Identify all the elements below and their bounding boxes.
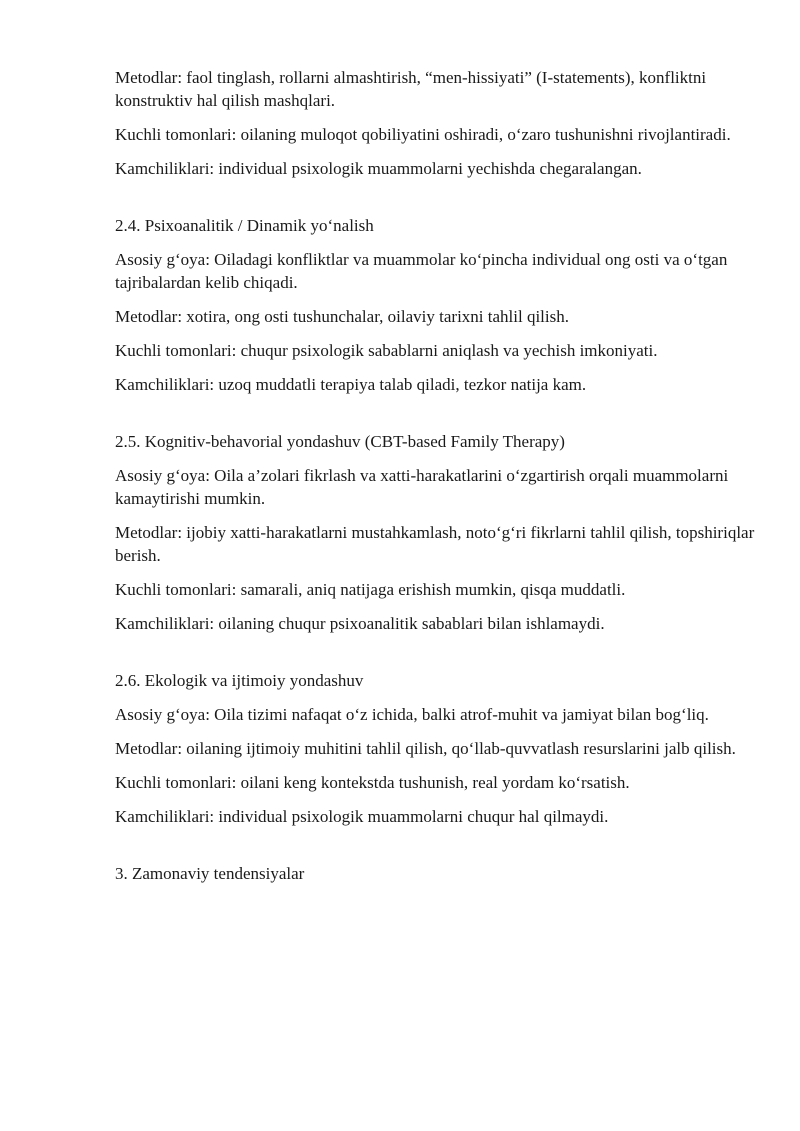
- paragraph-weaknesses: Kamchiliklari: oilaning chuqur psixoanalitik sabablari bilan ishlamaydi.: [115, 614, 605, 633]
- paragraph-main-idea: Asosiy g‘oya: Oila tizimi nafaqat o‘z ichida, balki atrof-muhit va jamiyat bilan bog‘liq.: [115, 705, 709, 724]
- paragraph-weaknesses: Kamchiliklari: individual psixologik muammolarni yechishda chegaralangan.: [115, 159, 642, 178]
- section-gap: [115, 839, 755, 862]
- paragraph-main-idea: Asosiy g‘oya: Oiladagi konfliktlar va muammolar ko‘pincha individual ong osti va o‘tgan tajribalardan kelib chiqadi.: [115, 250, 728, 292]
- section-gap: [115, 407, 755, 430]
- paragraph-weaknesses: Kamchiliklari: uzoq muddatli terapiya talab qiladi, tezkor natija kam.: [115, 375, 587, 394]
- section-gap: [115, 646, 755, 669]
- paragraph-strengths: Kuchli tomonlari: samarali, aniq natijaga erishish mumkin, qisqa muddatli.: [115, 580, 626, 599]
- section-heading-2-6: 2.6. Ekologik va ijtimoiy yondashuv: [115, 671, 364, 690]
- paragraph-methods: Metodlar: faol tinglash, rollarni almashtirish, “men-hissiyati” (I-statements), konfliktni konstruktiv hal qilish mashqlari.: [115, 68, 707, 110]
- paragraph-methods: Metodlar: oilaning ijtimoiy muhitini tahlil qilish, qo‘llab-quvvatlash resurslarini jalb qilish.: [115, 739, 736, 758]
- paragraph-strengths: Kuchli tomonlari: chuqur psixologik sabablarni aniqlash va yechish imkoniyati.: [115, 341, 658, 360]
- section-gap: [115, 191, 755, 214]
- paragraph-methods: Metodlar: ijobiy xatti-harakatlarni mustahkamlash, noto‘g‘ri fikrlarni tahlil qilish, topshiriqlar berish.: [115, 523, 755, 565]
- paragraph-strengths: Kuchli tomonlari: oilaning muloqot qobiliyatini oshiradi, o‘zaro tushunishni rivojlantiradi.: [115, 125, 731, 144]
- section-heading-2-5: 2.5. Kognitiv-behavorial yondashuv (CBT-based Family Therapy): [115, 432, 565, 451]
- paragraph-strengths: Kuchli tomonlari: oilani keng kontekstda tushunish, real yordam ko‘rsatish.: [115, 773, 630, 792]
- document-page: [115, 66, 755, 896]
- section-heading-2-4: 2.4. Psixoanalitik / Dinamik yo‘nalish: [115, 216, 374, 235]
- paragraph-main-idea: Asosiy g‘oya: Oila a’zolari fikrlash va xatti-harakatlarini o‘zgartirish orqali muammolarni kamaytirishi mumkin.: [115, 466, 729, 508]
- paragraph-weaknesses: Kamchiliklari: individual psixologik muammolarni chuqur hal qilmaydi.: [115, 807, 609, 826]
- paragraph-methods: Metodlar: xotira, ong osti tushunchalar, oilaviy tarixni tahlil qilish.: [115, 307, 569, 326]
- section-heading-3: 3. Zamonaviy tendensiyalar: [115, 864, 305, 883]
